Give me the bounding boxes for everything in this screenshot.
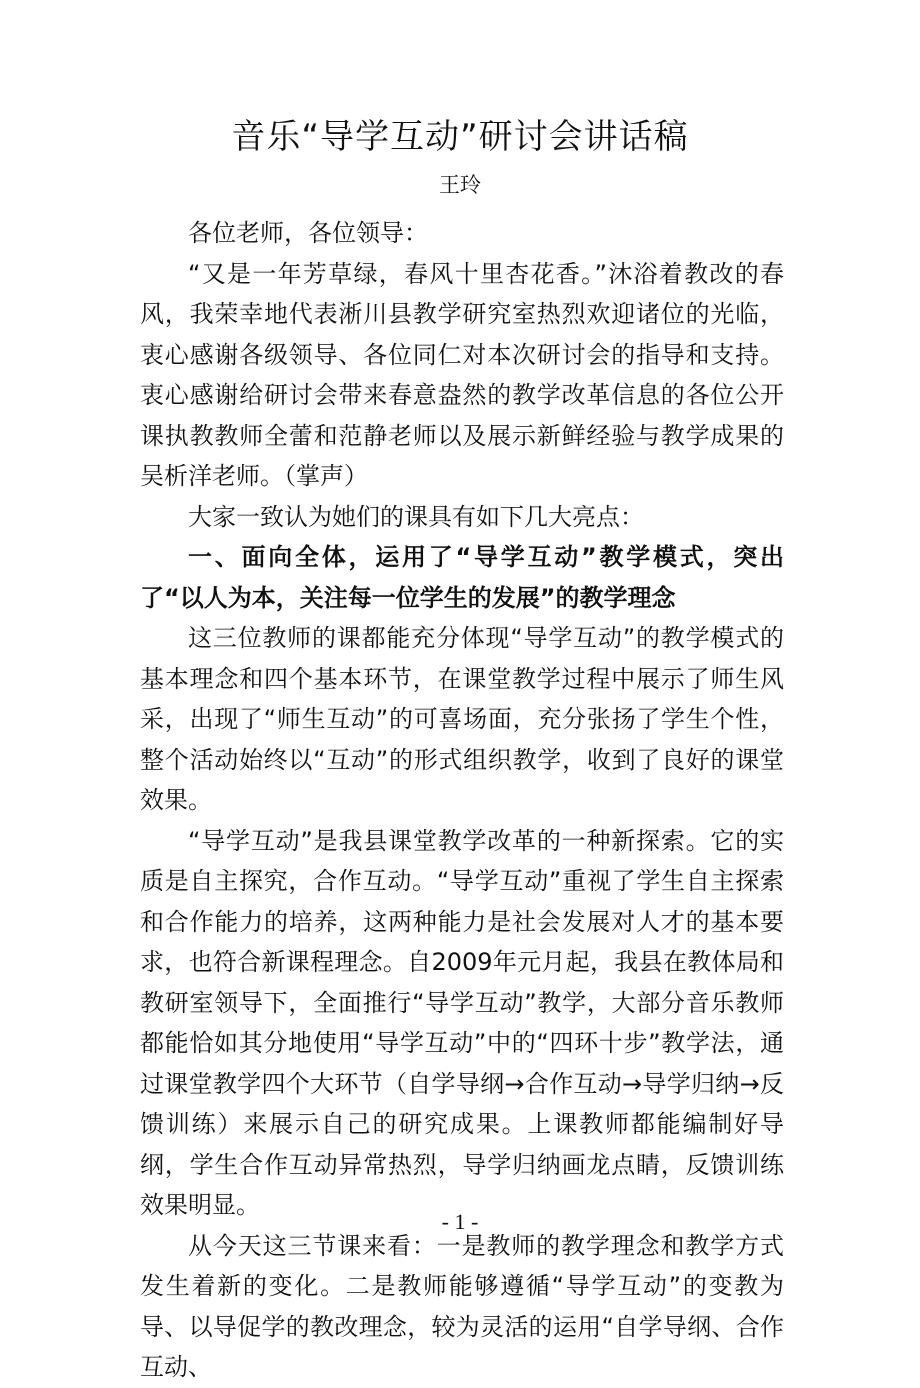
greeting-paragraph: 各位老师，各位领导： <box>188 219 428 247</box>
highlights-intro-paragraph: 大家一致认为她们的课具有如下几大亮点： <box>188 502 644 531</box>
section-heading: 一、面向全体，运用了“导学互动”教学模式，突出了“以人为本，关注每一位学生的发展”的教学理念 <box>140 543 784 612</box>
document-author: 王玲 <box>439 173 481 197</box>
page-number: - 1 - <box>441 1209 479 1234</box>
body-paragraph: 这三位教师的课都能充分体现“导学互动”的教学模式的基本理念和四个基本环节，在课堂教学过程中展示了师生风采，出现了“师生互动”的可喜场面，充分张扬了学生个性，整个活动始终以“互动”的形式组织教学，收到了良好的课堂效果。 <box>140 624 784 814</box>
body-paragraph: “导学互动”是我县课堂教学改革的一种新探索。它的实质是自主探究，合作互动。“导学互动”重视了学生自主探索和合作能力的培养，这两种能力是社会发展对人才的基本要求，也符合新课程理念。自2009年元月起，我县在教体局和教研室领导下，全面推行“导学互动”教学，大部分音乐教师都能恰如其分地使用“导学互动”中的“四环十步”教学法，通过课堂教学四个大环节（自学导纲→合作互动→导学归纳→反馈训练）来展示自己的研究成果。上课教师都能编制好导纲，学生合作互动异常热烈，导学归纳画龙点睛，反馈训练效果明显。 <box>140 826 784 1219</box>
body-paragraph: 从今天这三节课来看：一是教师的教学理念和教学方式发生着新的变化。二是教师能够遵循“导学互动”的变教为导、以导促学的教改理念，较为灵活的运用“自学导纲、合作互动、 <box>140 1231 784 1381</box>
document-title: 音乐“导学互动”研讨会讲话稿 <box>231 117 689 157</box>
welcome-paragraph: “又是一年芳草绿，春风十里杏花香。”沐浴着教改的春风，我荣幸地代表淅川县教学研究室热烈欢迎诸位的光临，衷心感谢各级领导、各位同仁对本次研讨会的指导和支持。衷心感谢给研讨会带来春意盎然的教学改革信息的各位公开课执教教师全蕾和范静老师以及展示新鲜经验与教学成果的吴析洋老师。（掌声） <box>140 259 784 490</box>
